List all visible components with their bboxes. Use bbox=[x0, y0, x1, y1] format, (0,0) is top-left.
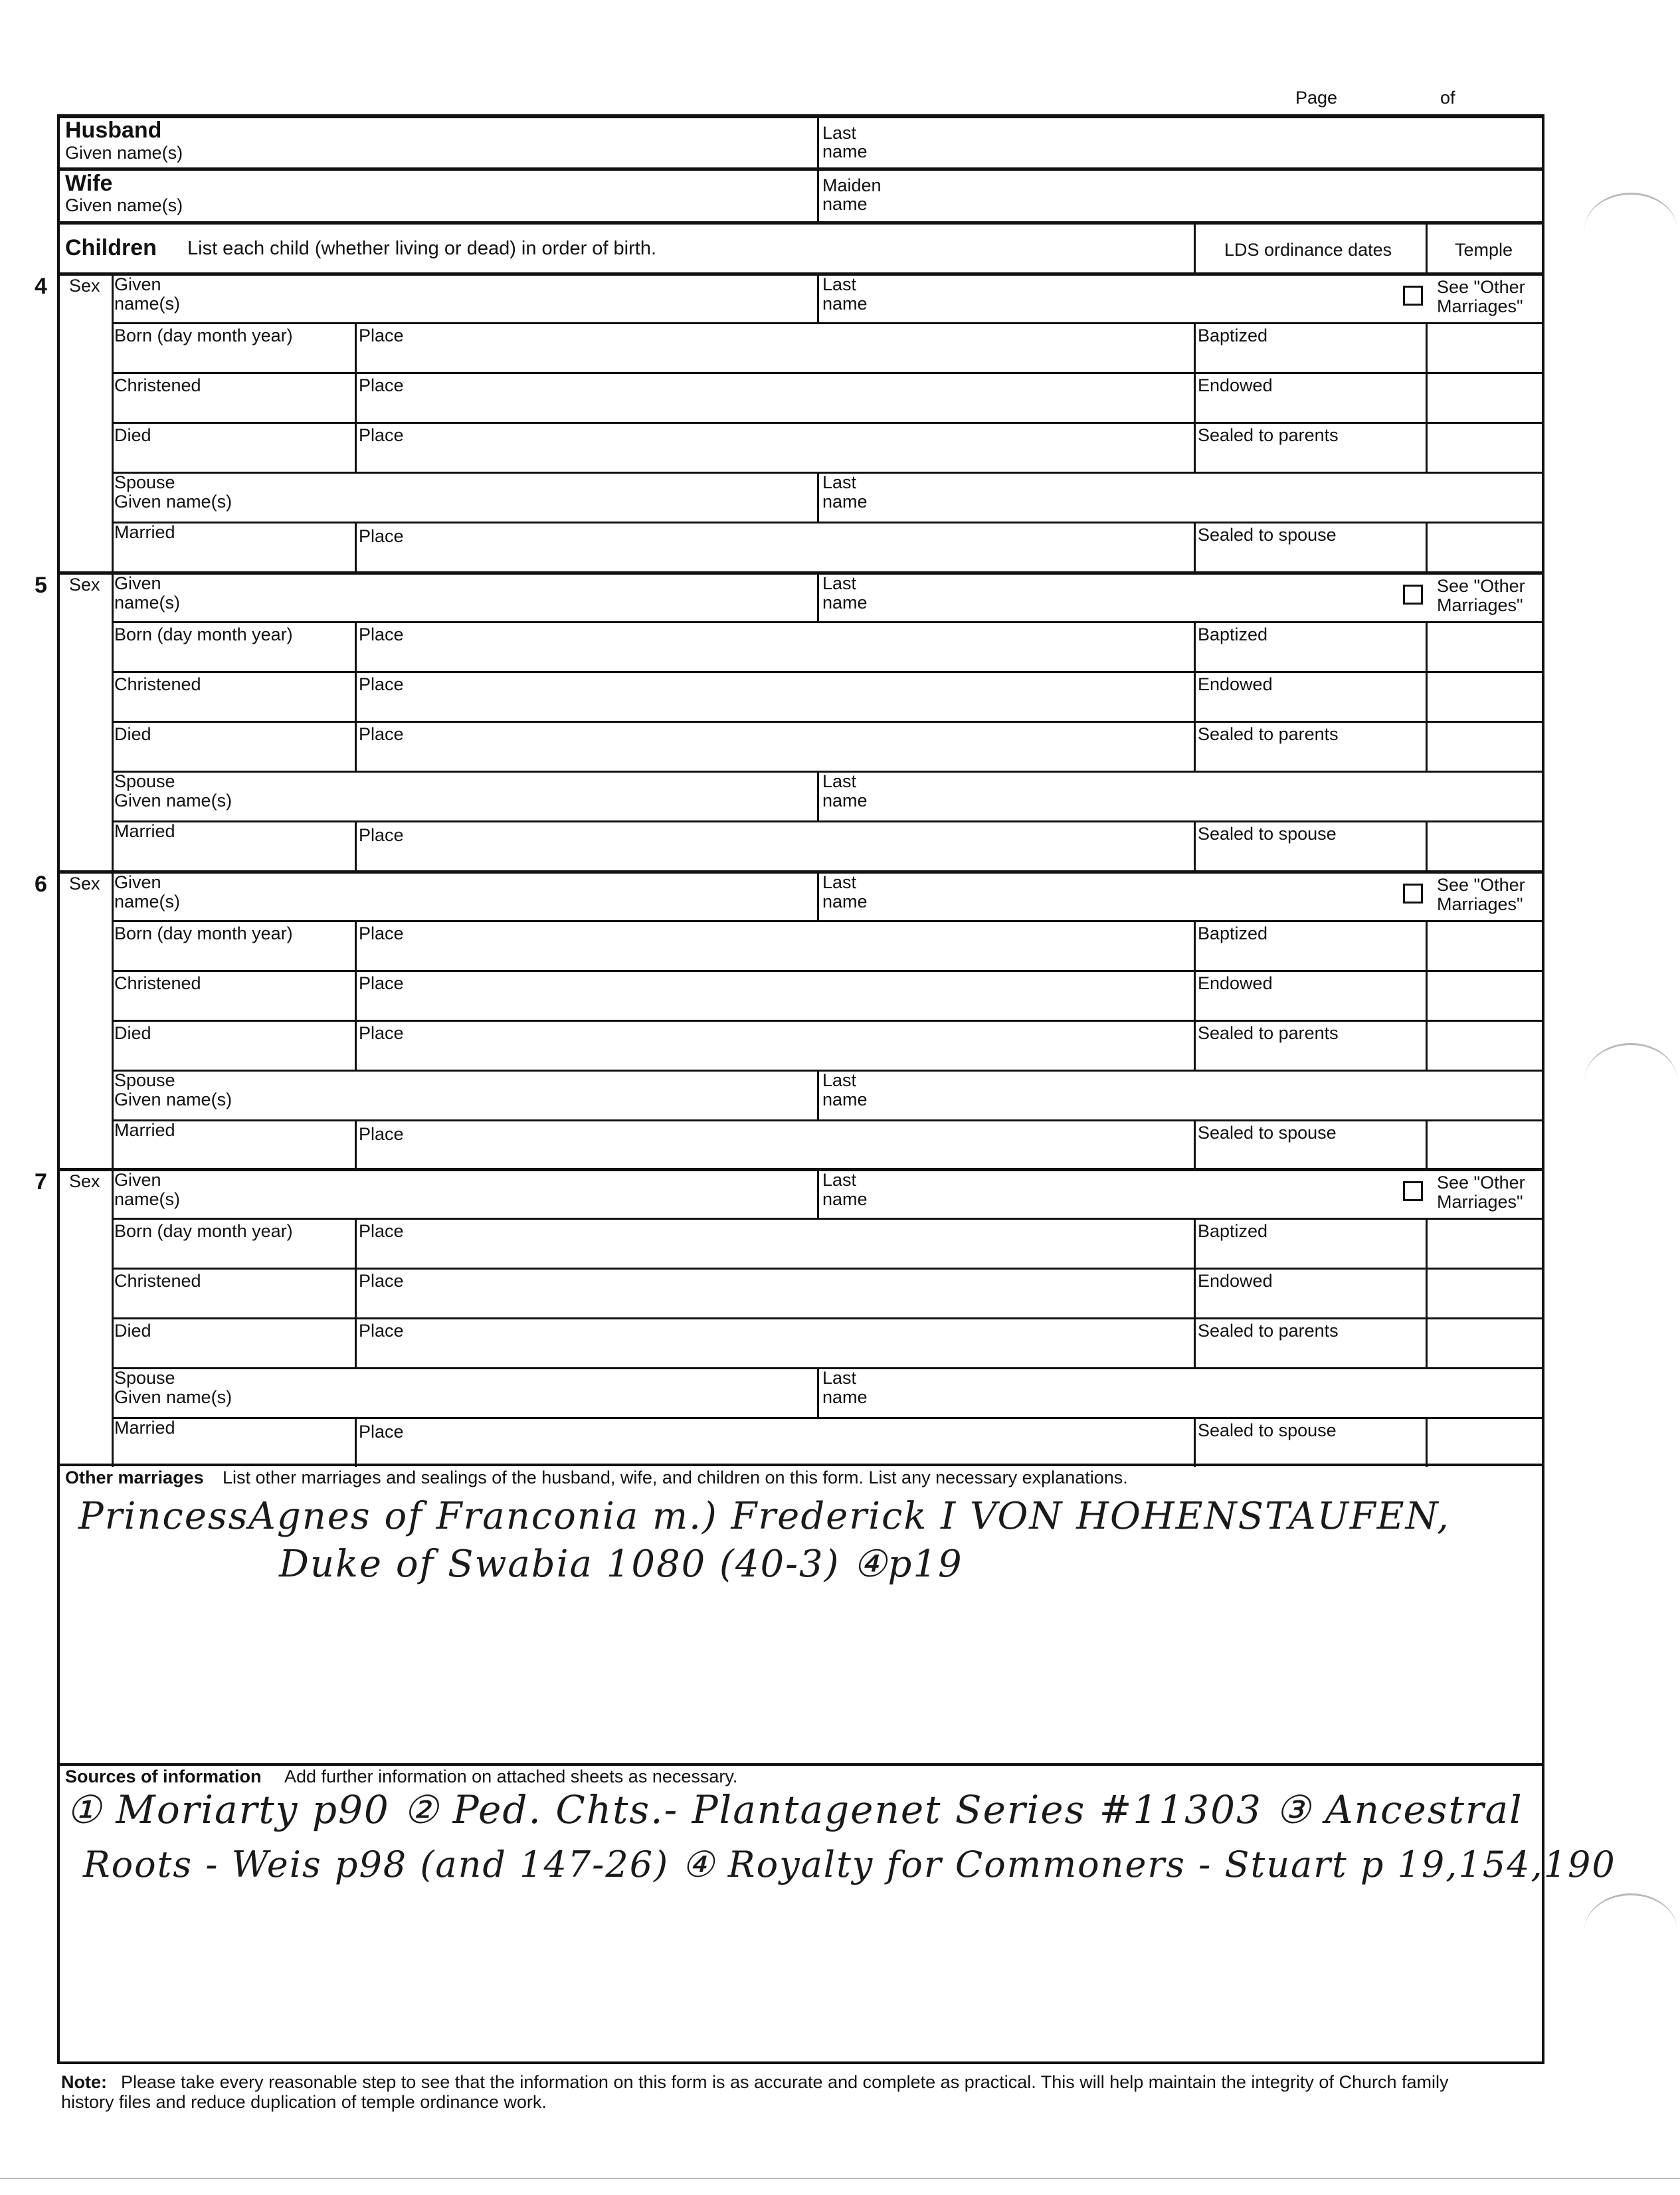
child-1-christened-ordinance-divider bbox=[1194, 372, 1196, 422]
child-3-born-label: Born (day month year) bbox=[114, 923, 293, 943]
child-4-married-row-rule bbox=[112, 1417, 1544, 1419]
child-1-died-label: Died bbox=[114, 425, 151, 445]
child-4-born-temple-divider bbox=[1426, 1218, 1428, 1268]
child-3-spouse-last-label-2: name bbox=[822, 1090, 868, 1109]
child-1-married-place-label: Place bbox=[359, 526, 404, 546]
child-1-married-place-divider bbox=[355, 522, 357, 571]
child-2-other-marriages-checkbox[interactable] bbox=[1403, 585, 1423, 605]
child-1-sex-label: Sex bbox=[69, 276, 100, 296]
child-4-married-place-label: Place bbox=[359, 1422, 404, 1442]
child-1-last-label-2: name bbox=[822, 294, 868, 314]
child-1-married-temple-divider bbox=[1426, 522, 1428, 571]
temple-header-divider bbox=[1426, 225, 1428, 272]
child-3-spouse-name-divider bbox=[817, 1070, 819, 1119]
of-label: of bbox=[1440, 88, 1455, 108]
sources-top-rule bbox=[57, 1763, 1544, 1766]
child-4-christened-label: Christened bbox=[114, 1271, 201, 1291]
child-3-baptized-label: Baptized bbox=[1198, 923, 1268, 943]
child-2-married-ordinance-divider bbox=[1194, 820, 1196, 870]
child-3-given-label-1: Given bbox=[114, 872, 161, 892]
husband-given-label: Given name(s) bbox=[65, 143, 183, 163]
sources-title: Sources of information bbox=[65, 1766, 262, 1786]
note-label: Note: bbox=[61, 2072, 107, 2092]
note-text-line2: history files and reduce duplication of temple ordinance work. bbox=[61, 2092, 547, 2112]
child-3-died-temple-divider bbox=[1426, 1020, 1428, 1070]
child-4-last-label-1: Last bbox=[822, 1170, 857, 1190]
form-right-border bbox=[1542, 114, 1544, 2064]
child-2-married-row-rule bbox=[112, 820, 1544, 822]
child-2-married-place-label: Place bbox=[359, 825, 404, 845]
child-3-christened-place-divider bbox=[355, 970, 357, 1020]
child-3-spouse-last-label-1: Last bbox=[822, 1070, 857, 1090]
child-2-endowed-label: Endowed bbox=[1198, 674, 1273, 694]
child-2-died-temple-divider bbox=[1426, 721, 1428, 771]
child-1-sealed-parents-label: Sealed to parents bbox=[1198, 425, 1339, 445]
child-4-given-label-1: Given bbox=[114, 1170, 161, 1190]
child-3-born-ordinance-divider bbox=[1194, 920, 1196, 970]
child-4-baptized-label: Baptized bbox=[1198, 1221, 1268, 1241]
child-4-number: 7 bbox=[35, 1169, 47, 1194]
child-3-died-label: Died bbox=[114, 1023, 151, 1043]
child-2-born-ordinance-divider bbox=[1194, 621, 1196, 671]
child-4-died-label: Died bbox=[114, 1321, 151, 1341]
child-3-born-place-divider bbox=[355, 920, 357, 970]
child-2-christened-place-divider bbox=[355, 671, 357, 721]
child-2-born-temple-divider bbox=[1426, 621, 1428, 671]
binder-hole-shadow bbox=[1584, 1893, 1677, 1968]
child-1-see-other-label-1: See "Other bbox=[1437, 277, 1525, 297]
child-4-given-label-2: name(s) bbox=[114, 1189, 181, 1209]
child-2-given-label-1: Given bbox=[114, 573, 161, 593]
child-2-died-row-rule bbox=[112, 721, 1544, 723]
child-1-born-temple-divider bbox=[1426, 322, 1428, 372]
child-3-given-label-2: name(s) bbox=[114, 892, 181, 911]
child-2-sealed-spouse-label: Sealed to spouse bbox=[1198, 824, 1337, 844]
child-2-spouse-last-label-1: Last bbox=[822, 771, 857, 791]
child-1-died-row-rule bbox=[112, 422, 1544, 424]
other-marriages-instruction: List other marriages and sealings of the husband, wife, and children on this form. List any necessary explanations. bbox=[223, 1468, 1128, 1487]
child-3-sex-label: Sex bbox=[69, 874, 100, 894]
wife-maiden-label-2: name bbox=[822, 194, 868, 214]
wife-given-label: Given name(s) bbox=[65, 195, 183, 215]
child-4-sex-label: Sex bbox=[69, 1171, 100, 1191]
child-4-sealed-parents-label: Sealed to parents bbox=[1198, 1321, 1339, 1341]
form-left-border bbox=[57, 114, 60, 2064]
child-4-died-row-rule bbox=[112, 1317, 1544, 1319]
child-4-spouse-last-label-2: name bbox=[822, 1387, 868, 1407]
lds-ordinance-dates-label: LDS ordinance dates bbox=[1224, 240, 1392, 260]
child-4-spouse-name-divider bbox=[817, 1367, 819, 1417]
child-1-spouse-label-1: Spouse bbox=[114, 472, 175, 492]
child-3-died-row-rule bbox=[112, 1020, 1544, 1022]
child-4-top-rule bbox=[57, 1168, 1544, 1171]
wife-name-divider bbox=[817, 171, 819, 223]
child-2-died-ordinance-divider bbox=[1194, 721, 1196, 771]
child-1-see-other-label-2: Marriages" bbox=[1437, 296, 1523, 316]
other-marriages-entry-line2[interactable]: Duke of Swabia 1080 (40-3) ④p19 bbox=[279, 1543, 963, 1586]
other-marriages-title: Other marriages bbox=[65, 1468, 204, 1487]
child-3-christened-place-label: Place bbox=[359, 973, 404, 993]
child-4-endowed-label: Endowed bbox=[1198, 1271, 1273, 1291]
child-3-born-place-label: Place bbox=[359, 923, 404, 943]
child-3-last-label-1: Last bbox=[822, 872, 857, 892]
child-1-spouse-last-label-1: Last bbox=[822, 472, 857, 492]
child-1-married-row-rule bbox=[112, 522, 1544, 524]
child-3-died-place-label: Place bbox=[359, 1023, 404, 1043]
child-3-number: 6 bbox=[35, 872, 47, 897]
child-3-born-temple-divider bbox=[1426, 920, 1428, 970]
child-2-spouse-label-1: Spouse bbox=[114, 771, 175, 791]
child-1-other-marriages-checkbox[interactable] bbox=[1403, 286, 1423, 306]
sources-entry-line1[interactable]: ① Moriarty p90 ② Ped. Chts.- Plantagenet Series #11303 ③ Ancestral bbox=[66, 1787, 1523, 1832]
child-1-born-label: Born (day month year) bbox=[114, 326, 293, 345]
child-1-name-divider bbox=[817, 272, 819, 322]
child-3-spouse-label-1: Spouse bbox=[114, 1070, 175, 1090]
wife-maiden-label-1: Maiden bbox=[822, 175, 882, 195]
child-2-married-label: Married bbox=[114, 821, 175, 841]
child-2-spouse-name-divider bbox=[817, 771, 819, 820]
child-4-married-label: Married bbox=[114, 1418, 175, 1438]
child-4-born-label: Born (day month year) bbox=[114, 1221, 293, 1241]
child-4-married-temple-divider bbox=[1426, 1417, 1428, 1467]
child-3-name-divider bbox=[817, 870, 819, 920]
child-3-married-place-divider bbox=[355, 1119, 357, 1169]
scan-edge-line bbox=[0, 2178, 1680, 2179]
child-4-christened-row-rule bbox=[112, 1268, 1544, 1270]
child-1-born-row-rule bbox=[112, 322, 1544, 324]
child-2-born-place-divider bbox=[355, 621, 357, 671]
child-3-married-temple-divider bbox=[1426, 1119, 1428, 1169]
child-2-last-label-1: Last bbox=[822, 573, 857, 593]
child-3-spouse-label-2: Given name(s) bbox=[114, 1090, 233, 1109]
child-3-christened-row-rule bbox=[112, 970, 1544, 972]
child-3-born-row-rule bbox=[112, 920, 1544, 922]
sources-instruction: Add further information on attached sheets as necessary. bbox=[284, 1766, 738, 1786]
child-4-see-other-label-2: Marriages" bbox=[1437, 1192, 1523, 1212]
child-2-christened-row-rule bbox=[112, 671, 1544, 673]
child-3-christened-temple-divider bbox=[1426, 970, 1428, 1020]
form-top-border bbox=[57, 114, 1544, 118]
husband-bottom-rule bbox=[57, 167, 1544, 171]
child-3-married-place-label: Place bbox=[359, 1124, 404, 1144]
child-2-name-divider bbox=[817, 571, 819, 621]
child-4-died-place-divider bbox=[355, 1317, 357, 1367]
child-2-number: 5 bbox=[35, 573, 47, 598]
child-3-endowed-label: Endowed bbox=[1198, 973, 1273, 993]
child-4-married-place-divider bbox=[355, 1417, 357, 1467]
wife-bottom-rule bbox=[57, 221, 1544, 225]
child-3-married-label: Married bbox=[114, 1120, 175, 1140]
child-2-christened-label: Christened bbox=[114, 674, 201, 694]
child-1-baptized-label: Baptized bbox=[1198, 326, 1268, 345]
husband-name-divider bbox=[817, 118, 819, 169]
child-3-top-rule bbox=[57, 870, 1544, 874]
child-1-christened-place-divider bbox=[355, 372, 357, 422]
child-1-number: 4 bbox=[35, 274, 47, 299]
child-1-died-place-label: Place bbox=[359, 425, 404, 445]
child-3-other-marriages-checkbox[interactable] bbox=[1403, 884, 1423, 904]
child-1-given-label-2: name(s) bbox=[114, 294, 181, 314]
child-4-christened-place-divider bbox=[355, 1268, 357, 1317]
child-1-christened-label: Christened bbox=[114, 375, 201, 395]
child-4-married-ordinance-divider bbox=[1194, 1417, 1196, 1467]
child-4-died-temple-divider bbox=[1426, 1317, 1428, 1367]
child-1-born-place-label: Place bbox=[359, 326, 404, 345]
child-2-died-label: Died bbox=[114, 724, 151, 744]
child-3-see-other-label-2: Marriages" bbox=[1437, 894, 1523, 914]
child-4-spouse-label-2: Given name(s) bbox=[114, 1387, 233, 1407]
child-1-endowed-label: Endowed bbox=[1198, 375, 1273, 395]
child-3-christened-label: Christened bbox=[114, 973, 201, 993]
wife-title: Wife bbox=[65, 171, 113, 196]
child-1-married-ordinance-divider bbox=[1194, 522, 1196, 571]
child-1-last-label-1: Last bbox=[822, 274, 857, 294]
child-2-baptized-label: Baptized bbox=[1198, 624, 1268, 644]
child-4-last-label-2: name bbox=[822, 1189, 868, 1209]
child-3-married-ordinance-divider bbox=[1194, 1119, 1196, 1169]
child-4-other-marriages-checkbox[interactable] bbox=[1403, 1181, 1423, 1201]
child-3-sealed-parents-label: Sealed to parents bbox=[1198, 1023, 1339, 1043]
child-2-sealed-parents-label: Sealed to parents bbox=[1198, 724, 1339, 744]
child-4-christened-place-label: Place bbox=[359, 1271, 404, 1291]
child-1-born-place-divider bbox=[355, 322, 357, 372]
child-2-born-label: Born (day month year) bbox=[114, 624, 293, 644]
child-1-spouse-last-label-2: name bbox=[822, 492, 868, 512]
child-4-christened-temple-divider bbox=[1426, 1268, 1428, 1317]
child-1-christened-place-label: Place bbox=[359, 375, 404, 395]
child-2-last-label-2: name bbox=[822, 593, 868, 613]
child-2-died-place-divider bbox=[355, 721, 357, 771]
children-title: Children bbox=[65, 235, 157, 260]
sources-entry-line2[interactable]: Roots - Weis p98 (and 147-26) ④ Royalty for Commoners - Stuart p 19,154,190 bbox=[83, 1844, 1616, 1885]
husband-last-label-2: name bbox=[822, 142, 868, 161]
child-3-last-label-2: name bbox=[822, 892, 868, 911]
children-instruction: List each child (whether living or dead) in order of birth. bbox=[187, 238, 657, 259]
child-2-see-other-label-2: Marriages" bbox=[1437, 595, 1523, 615]
child-2-see-other-label-1: See "Other bbox=[1437, 576, 1525, 596]
child-1-top-rule bbox=[57, 272, 1544, 276]
lds-header-divider bbox=[1194, 225, 1196, 272]
child-1-died-ordinance-divider bbox=[1194, 422, 1196, 472]
temple-label: Temple bbox=[1455, 240, 1513, 260]
child-4-died-ordinance-divider bbox=[1194, 1317, 1196, 1367]
child-3-died-place-divider bbox=[355, 1020, 357, 1070]
other-marriages-top-rule bbox=[57, 1464, 1544, 1466]
child-4-see-other-label-1: See "Other bbox=[1437, 1173, 1525, 1193]
child-4-sealed-spouse-label: Sealed to spouse bbox=[1198, 1420, 1337, 1440]
child-4-died-place-label: Place bbox=[359, 1321, 404, 1341]
child-2-born-row-rule bbox=[112, 621, 1544, 623]
child-2-christened-place-label: Place bbox=[359, 674, 404, 694]
husband-last-label-1: Last bbox=[822, 123, 857, 143]
binder-hole-shadow bbox=[1584, 1043, 1677, 1118]
husband-title: Husband bbox=[65, 118, 162, 143]
child-1-spouse-label-2: Given name(s) bbox=[114, 492, 233, 512]
other-marriages-entry-line1[interactable]: PrincessAgnes of Franconia m.) Frederick I VON HOHENSTAUFEN, bbox=[78, 1495, 1450, 1538]
child-2-died-place-label: Place bbox=[359, 724, 404, 744]
child-2-born-place-label: Place bbox=[359, 624, 404, 644]
child-2-married-temple-divider bbox=[1426, 820, 1428, 870]
child-2-given-label-2: name(s) bbox=[114, 593, 181, 613]
child-4-born-place-divider bbox=[355, 1218, 357, 1268]
child-1-given-label-1: Given bbox=[114, 274, 161, 294]
child-1-born-ordinance-divider bbox=[1194, 322, 1196, 372]
child-1-married-label: Married bbox=[114, 522, 175, 542]
child-2-married-place-divider bbox=[355, 820, 357, 870]
child-4-name-divider bbox=[817, 1168, 819, 1218]
child-1-spouse-name-divider bbox=[817, 472, 819, 522]
child-4-born-ordinance-divider bbox=[1194, 1218, 1196, 1268]
child-3-married-row-rule bbox=[112, 1119, 1544, 1121]
child-4-spouse-last-label-1: Last bbox=[822, 1368, 857, 1388]
child-3-died-ordinance-divider bbox=[1194, 1020, 1196, 1070]
child-2-christened-ordinance-divider bbox=[1194, 671, 1196, 721]
child-1-died-place-divider bbox=[355, 422, 357, 472]
child-1-sealed-spouse-label: Sealed to spouse bbox=[1198, 525, 1337, 545]
child-2-top-rule bbox=[57, 571, 1544, 575]
child-2-spouse-label-2: Given name(s) bbox=[114, 791, 233, 811]
child-2-sex-label: Sex bbox=[69, 575, 100, 595]
child-4-born-place-label: Place bbox=[359, 1221, 404, 1241]
child-2-spouse-last-label-2: name bbox=[822, 791, 868, 811]
child-1-died-temple-divider bbox=[1426, 422, 1428, 472]
child-4-christened-ordinance-divider bbox=[1194, 1268, 1196, 1317]
child-1-christened-row-rule bbox=[112, 372, 1544, 374]
binder-hole-shadow bbox=[1584, 193, 1677, 268]
child-4-born-row-rule bbox=[112, 1218, 1544, 1220]
child-3-sealed-spouse-label: Sealed to spouse bbox=[1198, 1123, 1337, 1143]
child-3-see-other-label-1: See "Other bbox=[1437, 875, 1525, 895]
note-text-line1: Please take every reasonable step to see that the information on this form is as accurate and complete as practical. This will help maintain the integrity of Church family bbox=[121, 2072, 1449, 2092]
child-3-christened-ordinance-divider bbox=[1194, 970, 1196, 1020]
child-2-christened-temple-divider bbox=[1426, 671, 1428, 721]
child-1-christened-temple-divider bbox=[1426, 372, 1428, 422]
form-bottom-border bbox=[57, 2061, 1544, 2064]
child-4-spouse-label-1: Spouse bbox=[114, 1368, 175, 1388]
page-label: Page bbox=[1295, 88, 1338, 108]
